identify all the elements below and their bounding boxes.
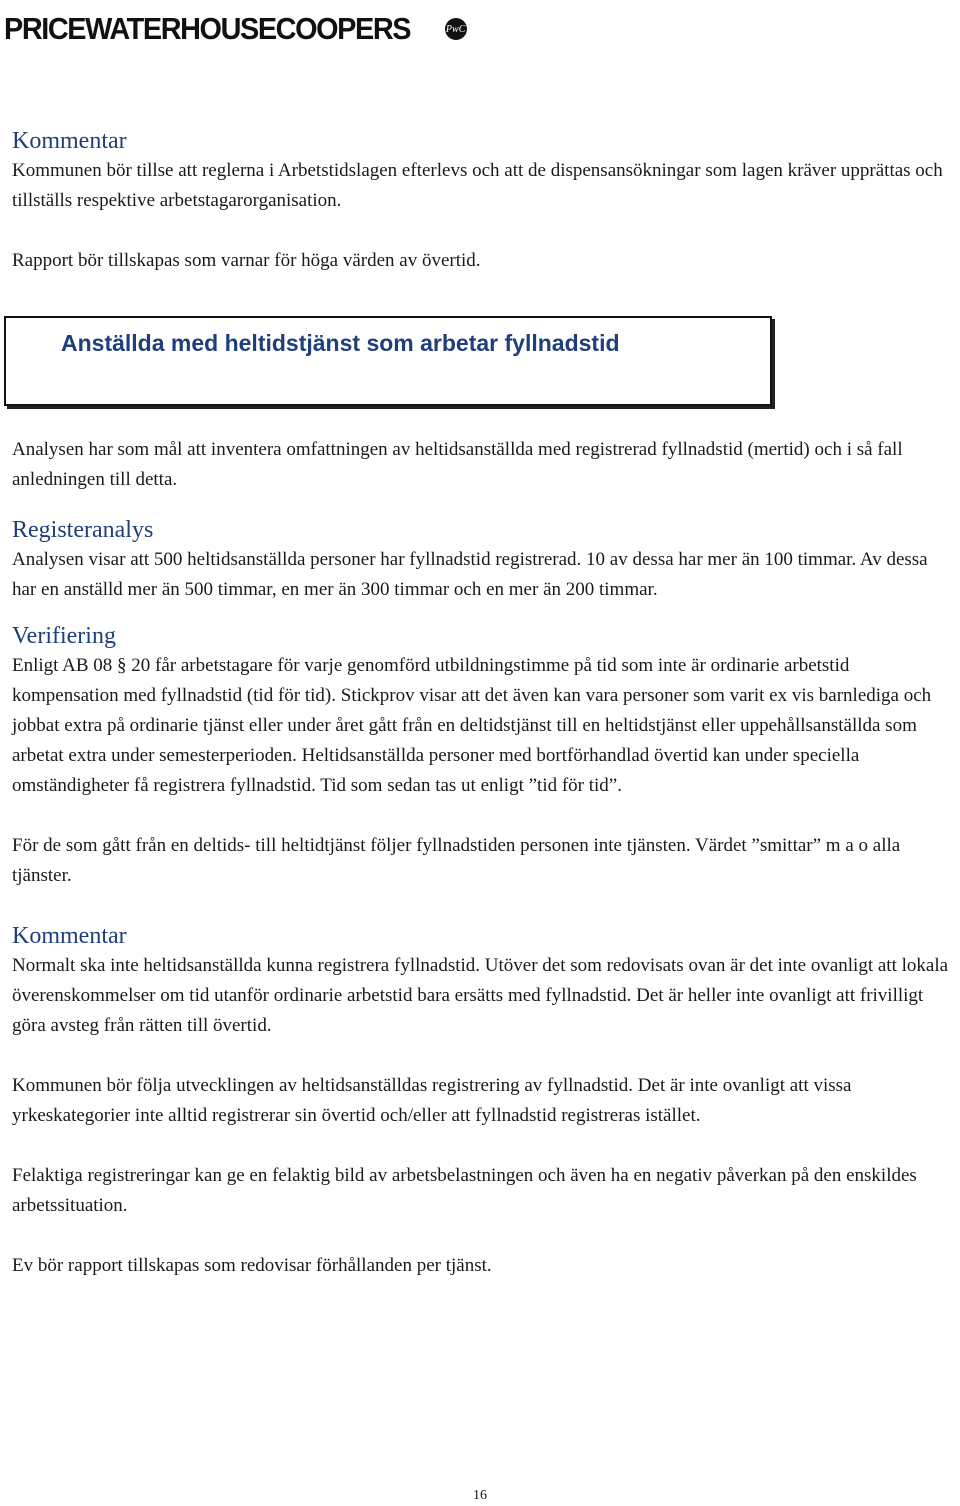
page-number: 16	[473, 1488, 487, 1503]
section-title: Anställda med heltidstjänst som arbetar fyllnadstid	[61, 330, 620, 356]
kommentar-paragraph: Normalt ska inte heltidsanställda kunna registrera fyllnadstid. Utöver det som redovisats ovan är det inte ovanligt att lokala överenskommelser om tid utanför ordinarie arbetstid bara ersätts med fyllnadstid. Det är heller inte ovanligt att frivilligt göra avsteg från rätten till övertid.	[12, 955, 949, 1036]
registeranalys-paragraph: Analysen visar att 500 heltidsanställda personer har fyllnadstid registrerad. 10 av dessa har mer än 100 timmar. Av dessa har en anställd mer än 500 timmar, en mer än 300 timmar och en mer än 200 timmar.	[12, 549, 928, 600]
logo-seal-icon: PwC	[445, 18, 467, 40]
kommentar-heading: Kommentar	[12, 923, 127, 949]
logo-wordmark: PRICEWATERHOUSECOOPERS	[4, 11, 411, 46]
document-body	[12, 126, 956, 1281]
registeranalys-heading: Registeranalys	[12, 517, 154, 543]
kommentar-paragraph: Ev bör rapport tillskapas som redovisar förhållanden per tjänst.	[12, 1255, 492, 1276]
section-title-box	[4, 316, 774, 408]
kommentar-paragraph: Felaktiga registreringar kan ge en felaktig bild av arbetsbelastningen och även ha en negativ påverkan på den enskildes arbetssituation.	[12, 1165, 917, 1216]
intro-paragraph: Analysen har som mål att inventera omfattningen av heltidsanställda med registrerad fyllnadstid (mertid) och i så fall anledningen till detta.	[12, 439, 903, 490]
verifiering-paragraph: Enligt AB 08 § 20 får arbetstagare för varje genomförd utbildningstimme på tid som inte är ordinarie arbetstid kompensation med fyllnadstid (tid för tid). Stickprov visar att det även kan vara personer som varit ex vis barnlediga och jobbat extra på ordinarie tjänst eller under året gått från en deltidstjänst till en heltidstjänst eller uppehållsanställda som arbetat extra under semesterperioden. Heltidsanställda personer med bortförhandlad övertid kan under speciella omständigheter få registrera fyllnadstid. Tid som sedan tas ut enligt ”tid för tid”.	[12, 655, 932, 796]
kommentar-heading: Kommentar	[12, 128, 127, 154]
kommentar-paragraph: Kommunen bör följa utvecklingen av heltidsanställdas registrering av fyllnadstid. Det är inte ovanligt att vissa yrkeskategorier inte alltid registrerar sin övertid och/eller att fyllnadstid registreras istället.	[12, 1075, 852, 1126]
kommentar-paragraph: Rapport bör tillskapas som varnar för höga värden av övertid.	[12, 250, 481, 271]
company-logo	[4, 6, 467, 52]
verifiering-heading: Verifiering	[12, 623, 116, 649]
verifiering-paragraph: För de som gått från en deltids- till heltidtjänst följer fyllnadstiden personen inte tjänsten. Värdet ”smittar” m a o alla tjänster.	[12, 835, 901, 886]
kommentar-paragraph: Kommunen bör tillse att reglerna i Arbetstidslagen efterlevs och att de dispensansökningar som lagen kräver upprättas och tillställs respektive arbetstagarorganisation.	[12, 160, 943, 211]
